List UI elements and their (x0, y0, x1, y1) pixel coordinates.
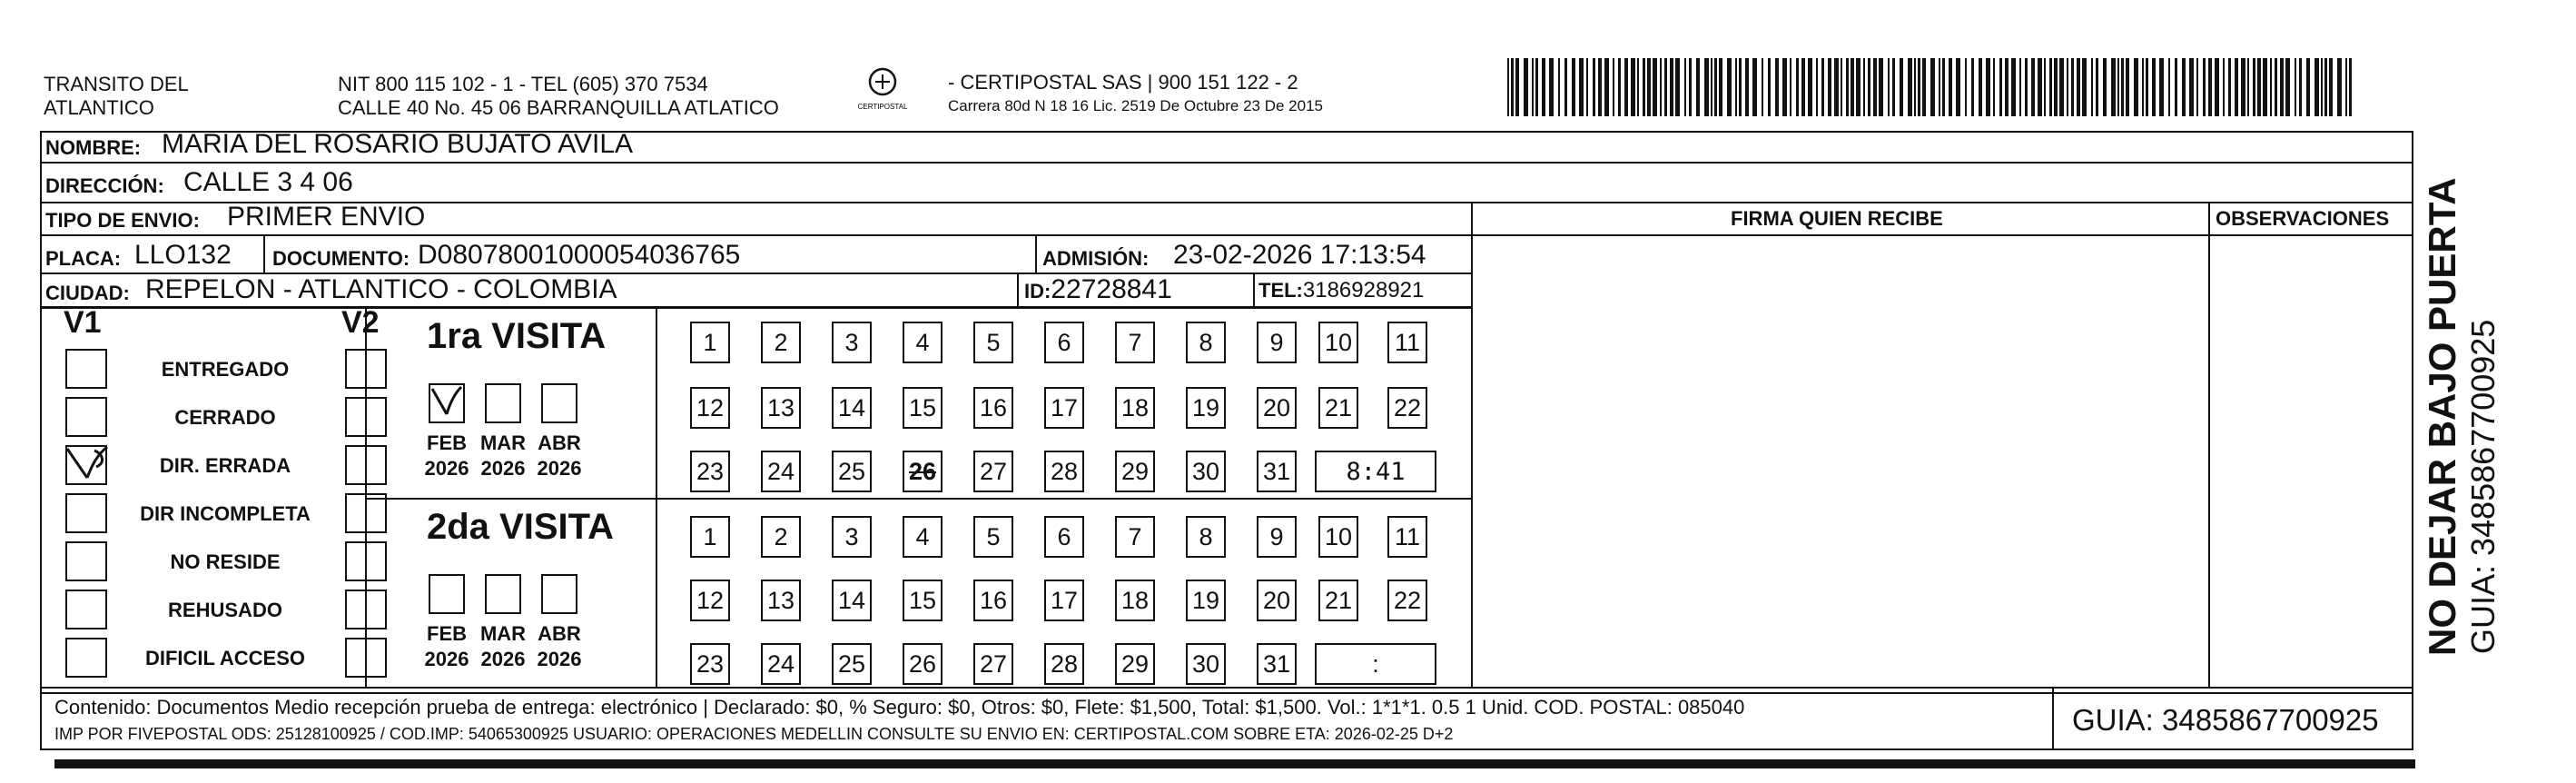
admision-value: 23-02-2026 17:13:54 (1173, 240, 1426, 270)
day-box-29[interactable]: 29 (1115, 643, 1155, 685)
side-guia: GUIA: 3485867700925 (2464, 319, 2502, 654)
day-box-28[interactable]: 28 (1044, 451, 1084, 492)
handwritten-check-mark (429, 383, 465, 423)
barcode-bar (1868, 58, 1870, 116)
barcode-bar (2126, 58, 2129, 116)
barcode-bar (2215, 58, 2219, 116)
day-box-29[interactable]: 29 (1115, 451, 1155, 492)
day-box-23[interactable]: 23 (690, 643, 730, 685)
barcode-bar (1873, 58, 1877, 116)
rule-placa-doc (263, 234, 265, 273)
barcode-bar (1735, 58, 1737, 116)
barcode-bar (1979, 58, 1982, 116)
barcode-bar (1586, 58, 1588, 116)
rule-id-tel (1253, 273, 1255, 307)
nombre-label: NOMBRE: (45, 136, 142, 159)
day-box-4[interactable]: 4 (903, 516, 943, 558)
v1-checkbox[interactable] (65, 397, 107, 437)
barcode-bar (2208, 58, 2212, 116)
rule-visit-split (365, 498, 1471, 500)
barcode (1507, 58, 2352, 116)
tel-field (1258, 278, 1424, 303)
barcode-bar (1856, 58, 1860, 116)
org-name-line2: ATLANTICO (44, 96, 154, 119)
barcode-bar (1549, 58, 1554, 116)
barcode-bar (1752, 58, 1757, 116)
day-box-1[interactable]: 1 (690, 516, 730, 558)
rule-grid-top (40, 307, 1471, 309)
v1-checkbox[interactable] (65, 349, 107, 389)
barcode-bar (2329, 58, 2333, 116)
direccion-value: CALLE 3 4 06 (183, 167, 353, 197)
month-year: 2026 (480, 457, 526, 480)
barcode-bar (1828, 58, 1831, 116)
day-box-23[interactable]: 23 (690, 451, 730, 492)
day-box-21[interactable]: 21 (1318, 387, 1358, 429)
tipo-envio-label: TIPO DE ENVIO: (45, 209, 200, 232)
barcode-bar (1542, 58, 1545, 116)
day-box-8[interactable]: 8 (1186, 322, 1226, 363)
month-name: MAR (479, 622, 527, 645)
barcode-bar (2280, 58, 2284, 116)
day-box-10[interactable]: 10 (1318, 322, 1358, 363)
barcode-bar (2321, 58, 2323, 116)
barcode-bar (2168, 58, 2170, 116)
barcode-bar (1775, 58, 1779, 116)
barcode-bar (2247, 58, 2249, 116)
day-box-17[interactable]: 17 (1044, 387, 1084, 429)
barcode-bar (2071, 58, 2074, 116)
barcode-bar (2345, 58, 2347, 116)
v1-checkbox[interactable] (65, 638, 107, 678)
barcode-bar (2054, 58, 2058, 116)
barcode-bar (1808, 58, 1812, 116)
side-warning (2421, 177, 2502, 656)
day-box-14[interactable]: 14 (832, 387, 872, 429)
barcode-bar (1914, 58, 1916, 116)
barcode-bar (1664, 58, 1667, 116)
day-box-19[interactable]: 19 (1186, 387, 1226, 429)
day-box-22[interactable]: 22 (1387, 387, 1427, 429)
month-label (475, 431, 531, 481)
barcode-bar (2324, 58, 2327, 116)
barcode-bar (2038, 58, 2042, 116)
barcode-bar (1796, 58, 1799, 116)
reason-label: CERRADO (174, 406, 276, 429)
barcode-bar (2285, 58, 2290, 116)
day-box-30[interactable]: 30 (1186, 451, 1226, 492)
day-box-26[interactable]: 26 (903, 643, 943, 685)
barcode-bar (1801, 58, 1805, 116)
barcode-bar (2005, 58, 2008, 116)
day-box-31[interactable]: 31 (1257, 643, 1297, 685)
barcode-bar (1956, 58, 1960, 116)
tel-label: TEL: (1258, 279, 1303, 302)
address-line: CALLE 40 No. 45 06 BARRANQUILLA ATLATICO (338, 96, 779, 119)
barcode-bar (2044, 58, 2046, 116)
day-box-20[interactable]: 20 (1257, 580, 1297, 621)
first-visit-title: 1ra VISITA (427, 316, 607, 356)
day-box-8[interactable]: 8 (1186, 516, 1226, 558)
reason-label: DIR. ERRADA (159, 454, 291, 477)
barcode-bar (2182, 58, 2186, 116)
barcode-bar (2134, 58, 2138, 116)
rule-signature-left (1471, 202, 1473, 687)
barcode-bar (1939, 58, 1940, 116)
barcode-bar (1821, 58, 1824, 116)
barcode-bar (1949, 58, 1952, 116)
barcode-bar (2091, 58, 2093, 116)
barcode-bar (1908, 58, 1912, 116)
placa-label: PLACA: (45, 247, 122, 270)
barcode-bar (1593, 58, 1595, 116)
day-box-5[interactable]: 5 (973, 322, 1013, 363)
day-box-21[interactable]: 21 (1318, 580, 1358, 621)
org-name (44, 73, 189, 120)
barcode-bar (1653, 58, 1657, 116)
barcode-bar (1689, 58, 1692, 116)
barcode-bar (2228, 58, 2231, 116)
barcode-bar (2253, 58, 2255, 116)
day-box-22[interactable]: 22 (1387, 580, 1427, 621)
day-box-12[interactable]: 12 (690, 387, 730, 429)
id-value: 22728841 (1051, 274, 1172, 304)
footer-guia: GUIA: 3485867700925 (2072, 703, 2379, 737)
barcode-bar (1739, 58, 1742, 116)
barcode-bar (1507, 58, 1509, 116)
barcode-bar (2203, 58, 2206, 116)
v2-checkbox[interactable] (345, 590, 387, 629)
barcode-bar (2111, 58, 2116, 116)
day-box-14[interactable]: 14 (832, 580, 872, 621)
day-box-20[interactable]: 20 (1257, 387, 1297, 429)
rule-doc-adm (1035, 234, 1037, 273)
barcode-bar (2223, 58, 2225, 116)
day-box-13[interactable]: 13 (761, 387, 801, 429)
barcode-bar (1711, 58, 1712, 116)
barcode-bar (2146, 58, 2148, 116)
barcode-bar (1637, 58, 1639, 116)
barcode-bar (1727, 58, 1732, 116)
v1-label: V1 (64, 305, 102, 340)
barcode-bar (1768, 58, 1771, 116)
day-box-18[interactable]: 18 (1115, 580, 1155, 621)
day-box-31[interactable]: 31 (1257, 451, 1297, 492)
first-visit-time[interactable]: 8:41 (1315, 451, 1436, 492)
id-field (1024, 274, 1172, 305)
barcode-bar (2117, 58, 2119, 116)
license-line: Carrera 80d N 18 16 Lic. 2519 De Octubre 23 De 2015 (948, 97, 1323, 114)
barcode-bar (1942, 58, 1945, 116)
day-box-24[interactable]: 24 (761, 643, 801, 685)
rule-signature-header (1471, 234, 2413, 236)
month-name: FEB (427, 622, 467, 645)
no-dejar-bajo-puerta: NO DEJAR BAJO PUERTA (2421, 177, 2463, 656)
month-checkbox-mar[interactable] (485, 574, 521, 614)
barcode-bar (1704, 58, 1709, 116)
barcode-bar (1631, 58, 1635, 116)
barcode-bar (2142, 58, 2144, 116)
day-box-27[interactable]: 27 (973, 643, 1013, 685)
barcode-bar (2257, 58, 2261, 116)
barcode-bar (2295, 58, 2296, 116)
month-checkbox-abr[interactable] (541, 574, 577, 614)
day-box-24[interactable]: 24 (761, 451, 801, 492)
barcode-bar (1834, 58, 1839, 116)
day-box-17[interactable]: 17 (1044, 580, 1084, 621)
barcode-bar (1965, 58, 1967, 116)
barcode-bar (1604, 58, 1609, 116)
reason-label: DIFICIL ACCESO (144, 647, 305, 669)
barcode-bar (1598, 58, 1602, 116)
barcode-bar (1515, 58, 1519, 116)
v2-checkbox[interactable] (345, 493, 387, 533)
logo-text: CERTIPOSTAL (857, 103, 908, 111)
barcode-bar (1986, 58, 1990, 116)
barcode-bar (2077, 58, 2080, 116)
barcode-bar (2121, 58, 2124, 116)
day-box-6[interactable]: 6 (1044, 516, 1084, 558)
barcode-bar (2299, 58, 2302, 116)
day-box-15[interactable]: 15 (903, 580, 943, 621)
barcode-bar (1888, 58, 1890, 116)
barcode-bar (1572, 58, 1575, 116)
nit-line: NIT 800 115 102 - 1 - TEL (605) 370 7534 (338, 73, 708, 95)
day-box-11[interactable]: 11 (1387, 322, 1427, 363)
documento-label: DOCUMENTO: (272, 247, 410, 270)
barcode-bar (2059, 58, 2064, 116)
barcode-bar (1918, 58, 1920, 116)
day-box-5[interactable]: 5 (973, 516, 1013, 558)
barcode-bar (1532, 58, 1534, 116)
day-box-11[interactable]: 11 (1387, 516, 1427, 558)
barcode-bar (2241, 58, 2245, 116)
month-checkbox-abr[interactable] (541, 383, 577, 423)
day-box-16[interactable]: 16 (973, 580, 1013, 621)
barcode-bar (1762, 58, 1763, 116)
barcode-bar (1745, 58, 1749, 116)
day-box-2[interactable]: 2 (761, 322, 801, 363)
barcode-bar (1841, 58, 1842, 116)
barcode-bar (1558, 58, 1560, 116)
barcode-bar (2306, 58, 2310, 116)
barcode-bar (2152, 58, 2156, 116)
day-box-9[interactable]: 9 (1257, 516, 1297, 558)
barcode-bar (1863, 58, 1865, 116)
day-box-25[interactable]: 25 (832, 451, 872, 492)
barcode-bar (1511, 58, 1514, 116)
barcode-bar (1670, 58, 1673, 116)
barcode-bar (2011, 58, 2016, 116)
v2-checkbox[interactable] (345, 638, 387, 678)
ciudad-label: CIUDAD: (45, 282, 130, 304)
barcode-bar (1714, 58, 1717, 116)
day-box-7[interactable]: 7 (1115, 516, 1155, 558)
barcode-bar (2270, 58, 2272, 116)
barcode-bar (2031, 58, 2035, 116)
barcode-bar (1643, 58, 1645, 116)
barcode-bar (2275, 58, 2277, 116)
reason-label: ENTREGADO (161, 358, 290, 381)
barcode-bar (2175, 58, 2177, 116)
barcode-bar (2349, 58, 2352, 116)
barcode-bar (2049, 58, 2052, 116)
v2-checkbox[interactable] (345, 349, 387, 389)
month-name: FEB (427, 431, 467, 454)
tel-value: 3186928921 (1302, 278, 1425, 302)
tipo-envio-value: PRIMER ENVIO (227, 202, 426, 232)
day-box-18[interactable]: 18 (1115, 387, 1155, 429)
month-label (475, 621, 531, 672)
v2-checkbox[interactable] (345, 397, 387, 437)
rule-ciudad-id (1017, 273, 1019, 307)
day-box-1[interactable]: 1 (690, 322, 730, 363)
barcode-bar (1892, 58, 1895, 116)
barcode-bar (2103, 58, 2107, 116)
month-year: 2026 (424, 457, 469, 480)
barcode-bar (2314, 58, 2319, 116)
day-box-3[interactable]: 3 (832, 322, 872, 363)
month-label (531, 621, 587, 672)
day-box-13[interactable]: 13 (761, 580, 801, 621)
barcode-bar (1660, 58, 1662, 116)
month-year: 2026 (480, 648, 526, 670)
month-label (419, 431, 475, 481)
placa-value: LLO132 (134, 240, 232, 270)
barcode-bar (2337, 58, 2342, 116)
barcode-bar (1782, 58, 1787, 116)
barcode-bar (1524, 58, 1528, 116)
barcode-bar (2019, 58, 2021, 116)
nombre-value: MARIA DEL ROSARIO BUJATO AVILA (162, 129, 634, 159)
v2-label: V2 (341, 305, 380, 340)
day-box-30[interactable]: 30 (1186, 643, 1226, 685)
barcode-bar (1684, 58, 1686, 116)
ciudad-value: REPELON - ATLANTICO - COLOMBIA (145, 274, 617, 304)
day-box-3[interactable]: 3 (832, 516, 872, 558)
month-name: ABR (538, 622, 581, 645)
barcode-bar (2159, 58, 2164, 116)
day-box-6[interactable]: 6 (1044, 322, 1084, 363)
month-year: 2026 (424, 648, 469, 670)
barcode-bar (2025, 58, 2028, 116)
month-checkbox-feb[interactable] (429, 574, 465, 614)
courier-line: - CERTIPOSTAL SAS | 900 151 122 - 2 (948, 71, 1298, 94)
id-label: ID: (1024, 280, 1051, 302)
handwritten-check-mark (62, 441, 113, 487)
barcode-bar (1535, 58, 1538, 116)
barcode-bar (2096, 58, 2098, 116)
barcode-bar (2082, 58, 2087, 116)
second-visit-time[interactable]: : (1315, 643, 1436, 685)
reason-label: DIR INCOMPLETA (140, 502, 311, 525)
day-box-19[interactable]: 19 (1186, 580, 1226, 621)
barcode-bar (1618, 58, 1621, 116)
barcode-bar (1879, 58, 1883, 116)
documento-value: D08078001000054036765 (418, 240, 741, 270)
rule-observations-left (2208, 202, 2210, 687)
month-label (531, 431, 587, 481)
month-label (419, 621, 475, 672)
month-name: ABR (538, 431, 581, 454)
month-checkbox-mar[interactable] (485, 383, 521, 423)
second-visit-title: 2da VISITA (427, 507, 614, 547)
firma-header: FIRMA QUIEN RECIBE (1731, 207, 1943, 230)
day-box-7[interactable]: 7 (1115, 322, 1155, 363)
month-year: 2026 (537, 648, 582, 670)
day-box-27[interactable]: 27 (973, 451, 1013, 492)
month-name: MAR (479, 431, 527, 454)
barcode-bar (1971, 58, 1974, 116)
barcode-bar (1719, 58, 1722, 116)
reason-label: NO RESIDE (170, 550, 281, 573)
barcode-bar (1999, 58, 2002, 116)
v1-checkbox[interactable] (65, 493, 107, 533)
admision-label: ADMISIÓN: (1042, 247, 1150, 270)
day-box-16[interactable]: 16 (973, 387, 1013, 429)
barcode-bar (1647, 58, 1651, 116)
day-box-10[interactable]: 10 (1318, 516, 1358, 558)
barcode-bar (1846, 58, 1849, 116)
v1-checkbox[interactable] (65, 590, 107, 629)
footer-imp-line: IMP POR FIVEPOSTAL ODS: 25128100925 / COD.IMP: 54065300925 USUARIO: OPERACIONES MEDELLIN CONSULTE SU ENVIO EN: CERTIPOSTAL.COM SOBRE ETA: 2026-02-25 D+2 (54, 725, 1454, 743)
org-info (338, 73, 779, 120)
barcode-bar (1624, 58, 1628, 116)
v2-checkbox[interactable] (345, 445, 387, 485)
day-box-4[interactable]: 4 (903, 322, 943, 363)
barcode-bar (2189, 58, 2194, 116)
day-box-26[interactable]: 26 (903, 451, 943, 492)
barcode-bar (1564, 58, 1567, 116)
barcode-bar (1579, 58, 1584, 116)
day-box-12[interactable]: 12 (690, 580, 730, 621)
v2-checkbox[interactable] (345, 541, 387, 581)
barcode-bar (1816, 58, 1818, 116)
barcode-bar (1790, 58, 1791, 116)
barcode-bar (1675, 58, 1680, 116)
barcode-bar (1613, 58, 1614, 116)
day-box-2[interactable]: 2 (761, 516, 801, 558)
footer-contenido: Contenido: Documentos Medio recepción prueba de entrega: electrónico | Declarado: $0, % Seguro: $0, Otros: $0, Flete: $1,500, Total: $1,500. Vol.: 1*1*1. 0.5 1 Unid. COD. POSTAL: 085040 (54, 696, 1745, 719)
barcode-bar (2067, 58, 2068, 116)
barcode-bar (2235, 58, 2238, 116)
day-box-9[interactable]: 9 (1257, 322, 1297, 363)
day-box-15[interactable]: 15 (903, 387, 943, 429)
courier-info (948, 71, 1323, 115)
day-box-25[interactable]: 25 (832, 643, 872, 685)
barcode-bar (1900, 58, 1903, 116)
month-year: 2026 (537, 457, 582, 480)
barcode-bar (2196, 58, 2198, 116)
barcode-bar (1922, 58, 1926, 116)
barcode-bar (1851, 58, 1854, 116)
courier-logo-icon (857, 65, 908, 113)
direccion-label: DIRECCIÓN: (45, 174, 164, 197)
v1-checkbox[interactable] (65, 541, 107, 581)
day-box-28[interactable]: 28 (1044, 643, 1084, 685)
reason-label: REHUSADO (168, 599, 282, 621)
barcode-bar (2263, 58, 2267, 116)
barcode-bar (1993, 58, 1995, 116)
rule-days-left (656, 307, 657, 687)
barcode-bar (1930, 58, 1935, 116)
observaciones-header: OBSERVACIONES (2216, 207, 2390, 230)
org-name-line1: TRANSITO DEL (44, 73, 189, 95)
bottom-edge-rule (54, 759, 2415, 768)
rule-nombre (40, 162, 2413, 164)
barcode-bar (1696, 58, 1700, 116)
